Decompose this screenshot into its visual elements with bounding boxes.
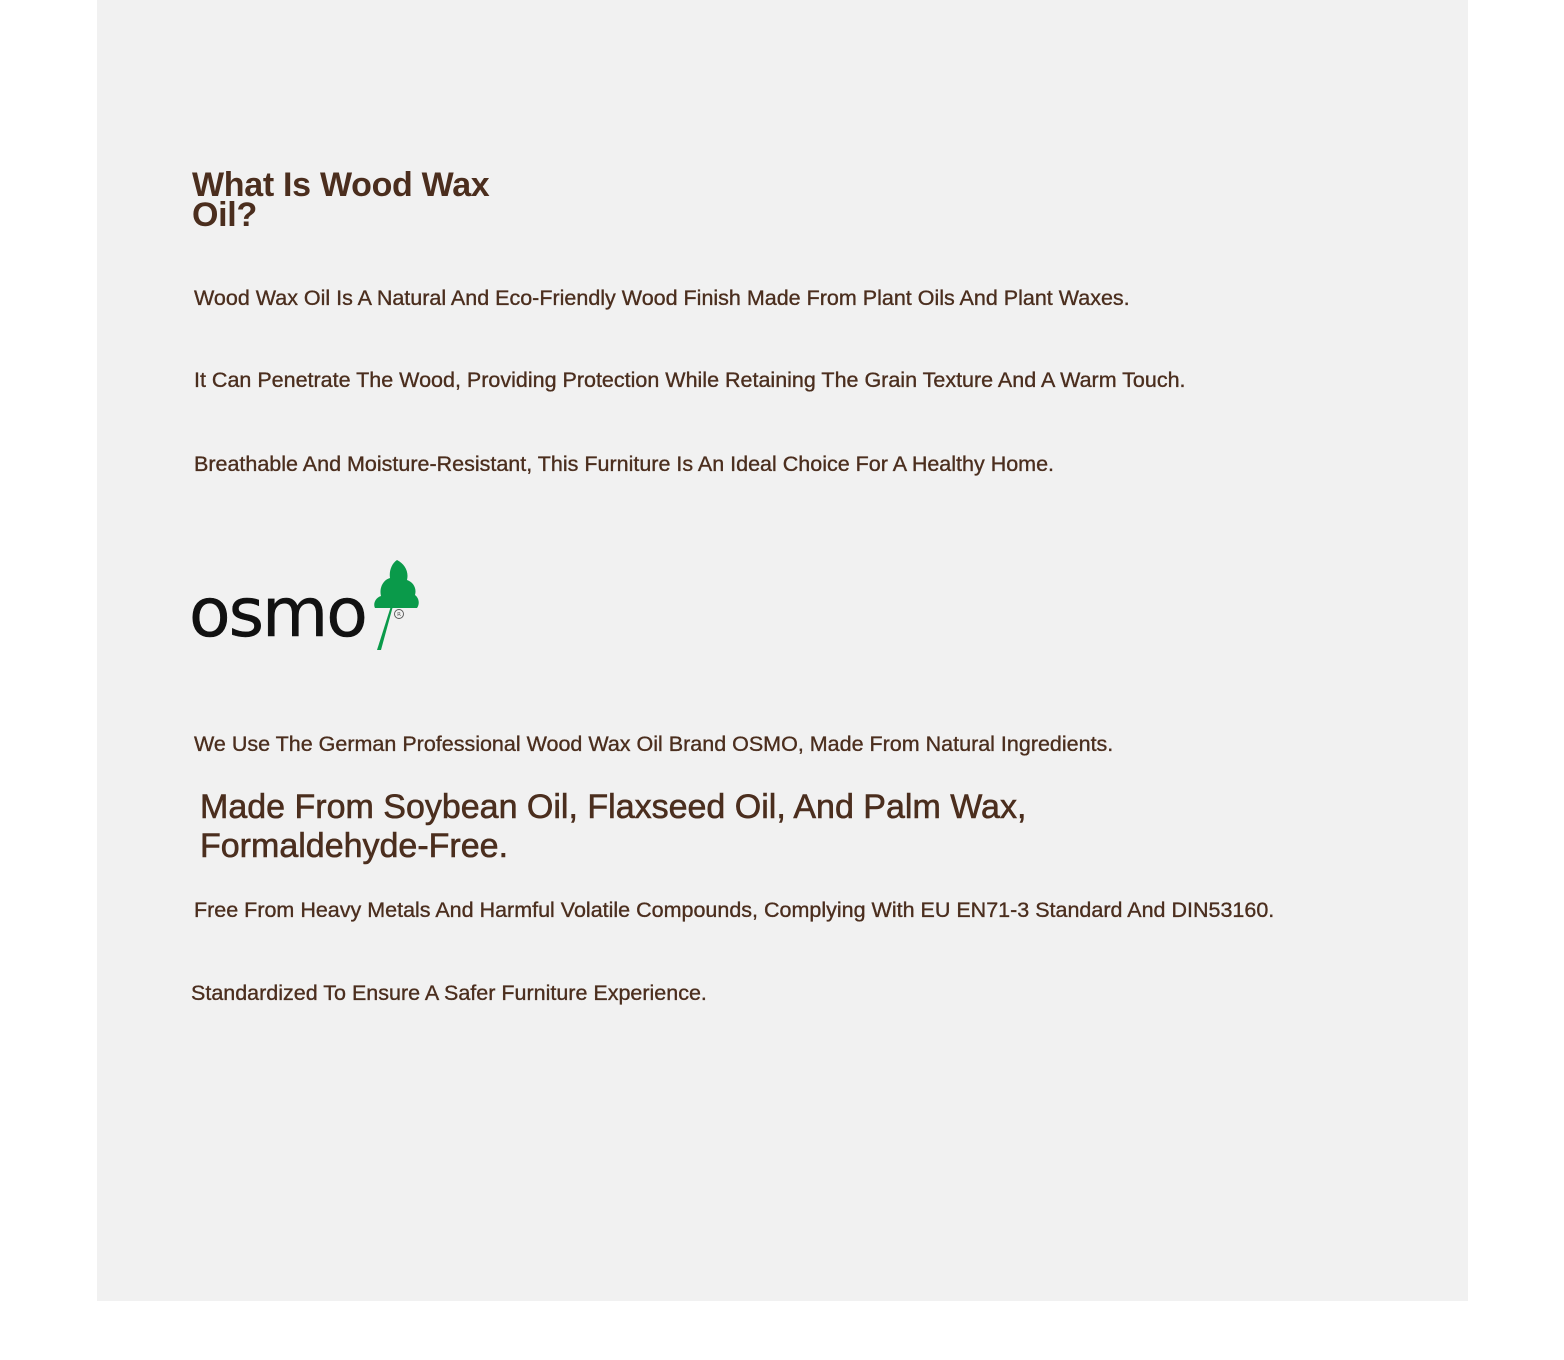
svg-text:R: R bbox=[397, 612, 401, 619]
content-panel bbox=[97, 0, 1468, 1301]
osmo-logo-wordmark: osmo bbox=[189, 574, 366, 653]
intro-paragraph-3: Breathable And Moisture-Resistant, This Furniture Is An Ideal Choice For A Healthy Home. bbox=[194, 452, 1055, 476]
ingredients-heading: Made From Soybean Oil, Flaxseed Oil, And Palm Wax, Formaldehyde-Free. bbox=[200, 788, 1027, 865]
tree-icon bbox=[347, 558, 421, 654]
intro-paragraph-2: It Can Penetrate The Wood, Providing Protection While Retaining The Grain Texture And A Warm Touch. bbox=[194, 368, 1186, 392]
closing-paragraph: Standardized To Ensure A Safer Furniture Experience. bbox=[191, 981, 707, 1005]
intro-paragraph-1: Wood Wax Oil Is A Natural And Eco-Friendly Wood Finish Made From Plant Oils And Plant Waxes. bbox=[194, 286, 1130, 310]
compliance-paragraph: Free From Heavy Metals And Harmful Volatile Compounds, Complying With EU EN71-3 Standard And DIN53160. bbox=[194, 898, 1275, 922]
brand-paragraph: We Use The German Professional Wood Wax Oil Brand OSMO, Made From Natural Ingredients. bbox=[194, 732, 1114, 756]
section-title: What Is Wood Wax Oil? bbox=[192, 166, 490, 234]
osmo-logo bbox=[189, 558, 421, 654]
